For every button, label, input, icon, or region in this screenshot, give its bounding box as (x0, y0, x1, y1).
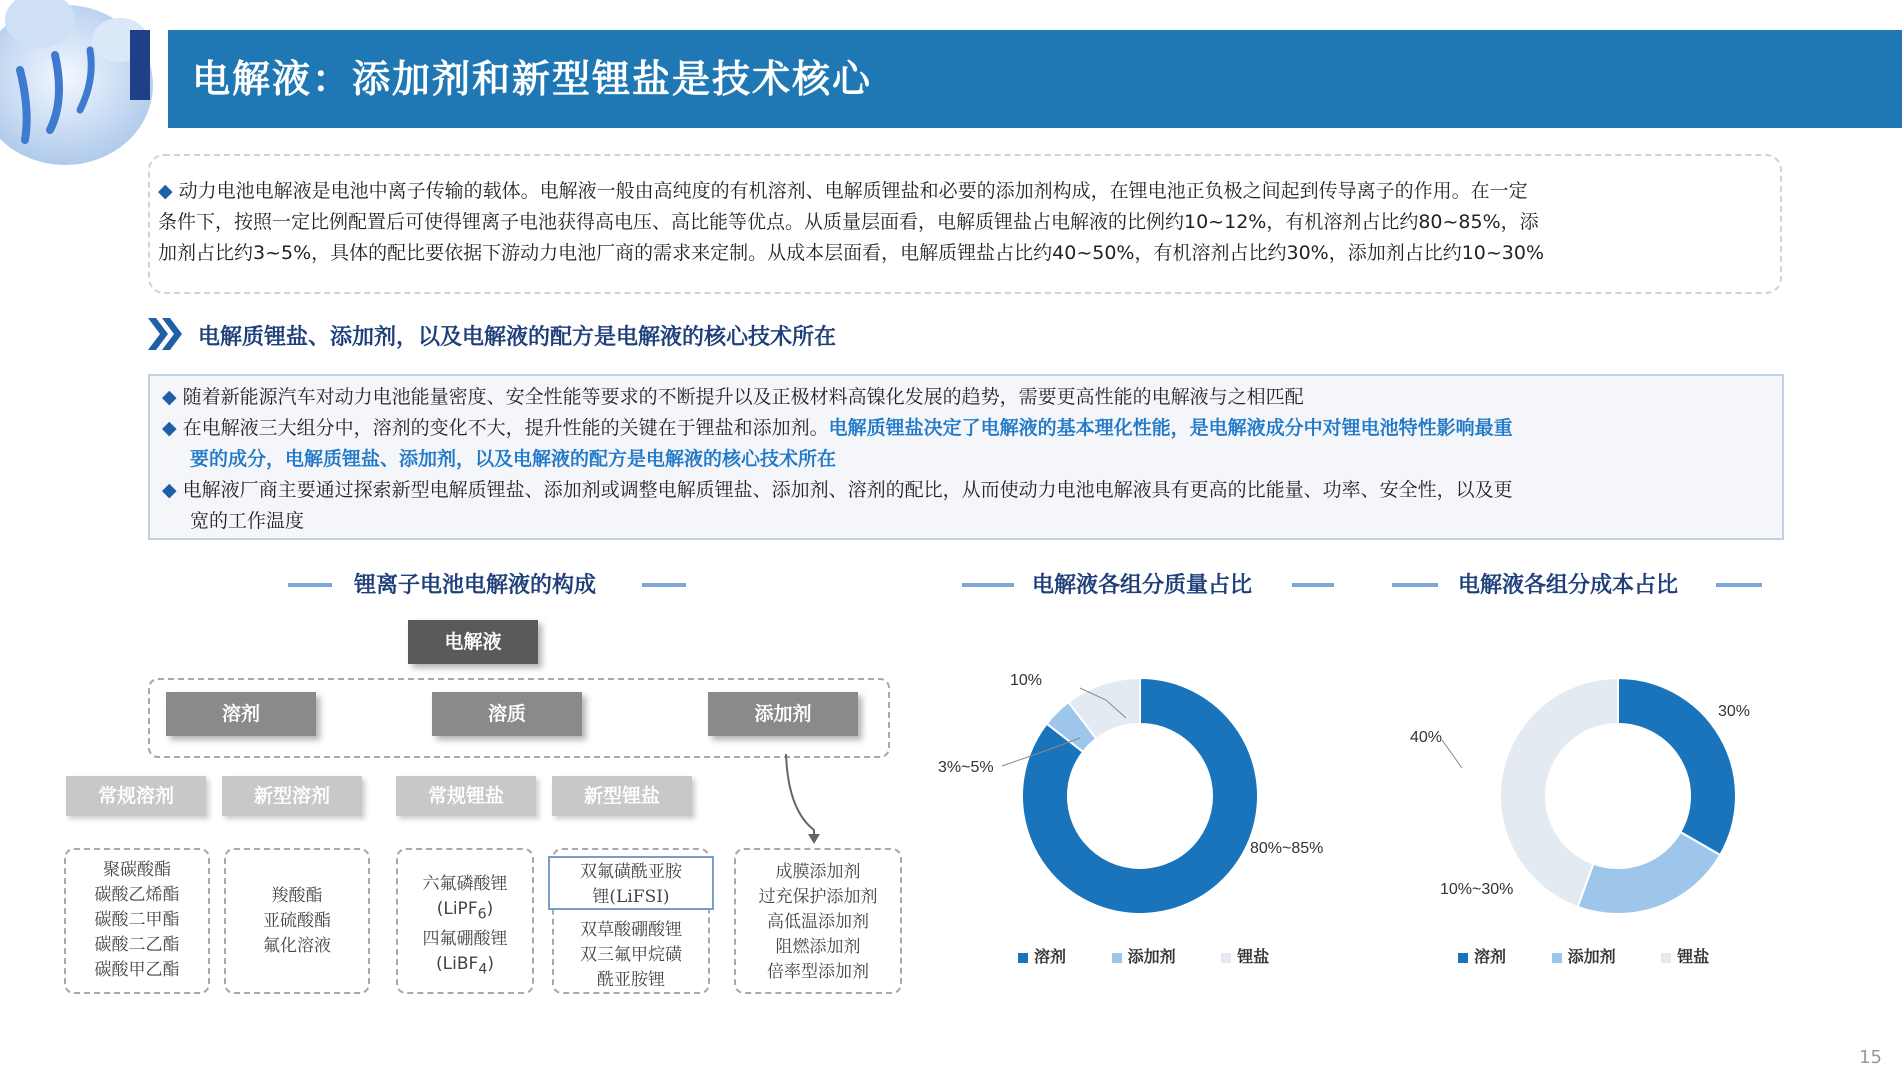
leaf-new-salt: 双草酸硼酸锂 双三氟甲烷磺 酰亚胺锂 (552, 848, 710, 994)
donut-slice-1 (1578, 832, 1721, 914)
legend-swatch-icon (1661, 953, 1671, 963)
leaf-conventional-solvent: 聚碳酸酯 碳酸乙烯酯 碳酸二甲酯 碳酸二乙酯 碳酸甲乙酯 (64, 848, 210, 994)
chart2-legend: 溶剂 添加剂 锂盐 (1458, 944, 1758, 967)
highlight-lifsi: 双氟磺酰亚胺 锂(LiFSI) (548, 856, 714, 910)
node-electrolyte: 电解液 (408, 620, 538, 664)
data-label-2: 40% (1410, 729, 1443, 746)
leader-line (1442, 740, 1462, 768)
node-conventional-salt: 常规锂盐 (396, 776, 536, 816)
data-label-2: 10% (1010, 672, 1043, 689)
key-point-3: ◆ 电解液厂商主要通过探索新型电解质锂盐、添加剂或调整电解质锂盐、添加剂、溶剂的配比，从而使动力电池电解液具有更高的比能量、功率、安全性，以及更 (162, 479, 1513, 501)
section-divider (1392, 583, 1438, 587)
highlight-text: 电解质锂盐决定了电解液的基本理化性能，是电解液成分中对锂电池特性影响最重 (828, 417, 1513, 439)
legend-swatch-icon (1018, 953, 1028, 963)
diamond-bullet-icon: ◆ (158, 180, 173, 202)
section-divider (642, 583, 686, 587)
diamond-bullet-icon: ◆ (162, 417, 177, 439)
section-divider (288, 583, 332, 587)
diamond-bullet-icon: ◆ (162, 479, 177, 501)
key-point-1: ◆ 随着新能源汽车对动力电池能量密度、安全性能等要求的不断提升以及正极材料高镍化发展的趋势，需要更高性能的电解液与之相匹配 (162, 386, 1304, 408)
double-chevron-icon (146, 316, 186, 352)
legend-swatch-icon (1458, 953, 1468, 963)
chart2-title: 电解液各组分成本占比 (1458, 572, 1679, 598)
legend-swatch-icon (1221, 953, 1231, 963)
intro-line-1: 动力电池电解液是电池中离子传输的载体。电解液一般由高纯度的有机溶剂、电解质锂盐和必要的添加剂构成，在锂电池正负极之间起到传导离子的作用。在一定 (178, 180, 1528, 202)
node-conventional-solvent: 常规溶剂 (66, 776, 206, 816)
chart-cost-share (1400, 660, 1780, 940)
data-label-0: 30% (1718, 703, 1751, 720)
node-additive: 添加剂 (708, 692, 858, 736)
highlight-text: 要的成分，电解质锂盐、添加剂，以及电解液的配方是电解液的核心技术所在 (190, 448, 837, 470)
key-point-2: ◆ 在电解液三大组分中，溶剂的变化不大，提升性能的关键在于锂盐和添加剂。电解质锂盐决定了电解液的基本理化性能，是电解液成分中对锂电池特性影响最重 (162, 417, 1513, 439)
chart1-title: 电解液各组分质量占比 (1032, 572, 1253, 598)
leaf-new-solvent: 羧酸酯 亚硫酸酯 氟化溶液 (224, 848, 370, 994)
connector-arrow (770, 750, 840, 850)
key-point-3-cont: 宽的工作温度 (190, 510, 305, 532)
node-new-solvent: 新型溶剂 (222, 776, 362, 816)
section-subheading: 电解质锂盐、添加剂，以及电解液的配方是电解液的核心技术所在 (198, 324, 837, 350)
intro-paragraph (158, 176, 1774, 269)
legend-swatch-icon (1552, 953, 1562, 963)
chart1-legend: 溶剂 添加剂 锂盐 (1018, 944, 1318, 967)
chart-mass-share (930, 660, 1350, 940)
data-label-1: 3%~5% (938, 759, 994, 776)
diamond-bullet-icon: ◆ (162, 386, 177, 408)
node-solvent: 溶剂 (166, 692, 316, 736)
leaf-conventional-salt: 六氟磷酸锂 (LiPF$_6$) 四氟硼酸锂 (LiBF$_4$) (396, 848, 534, 994)
legend-swatch-icon (1112, 953, 1122, 963)
leaf-additive: 成膜添加剂 过充保护添加剂 高低温添加剂 阻燃添加剂 倍率型添加剂 (734, 848, 902, 994)
section-divider (1292, 583, 1334, 587)
intro-line-3: 加剂占比约3~5%，具体的配比要依据下游动力电池厂商的需求来定制。从成本层面看，电解质锂盐占比约40~50%，有机溶剂占比约30%，添加剂占比约10~30% (158, 242, 1545, 264)
node-solute: 溶质 (432, 692, 582, 736)
key-point-2-cont (162, 444, 1774, 475)
intro-line-2: 条件下，按照一定比例配置后可使得锂离子电池获得高电压、高比能等优点。从质量层面看，电解质锂盐占电解液的比例约10~12%，有机溶剂占比约80~85%，添 (158, 211, 1539, 233)
section-divider (1716, 583, 1762, 587)
data-label-1: 10%~30% (1440, 881, 1514, 898)
composition-title: 锂离子电池电解液的构成 (354, 572, 597, 598)
data-label-0: 80%~85% (1250, 840, 1324, 857)
logo-graphic (0, 0, 170, 180)
page-number: 15 (1859, 1047, 1882, 1068)
node-new-salt: 新型锂盐 (552, 776, 692, 816)
page-title: 电解液：添加剂和新型锂盐是技术核心 (192, 56, 873, 101)
section-divider (962, 583, 1014, 587)
